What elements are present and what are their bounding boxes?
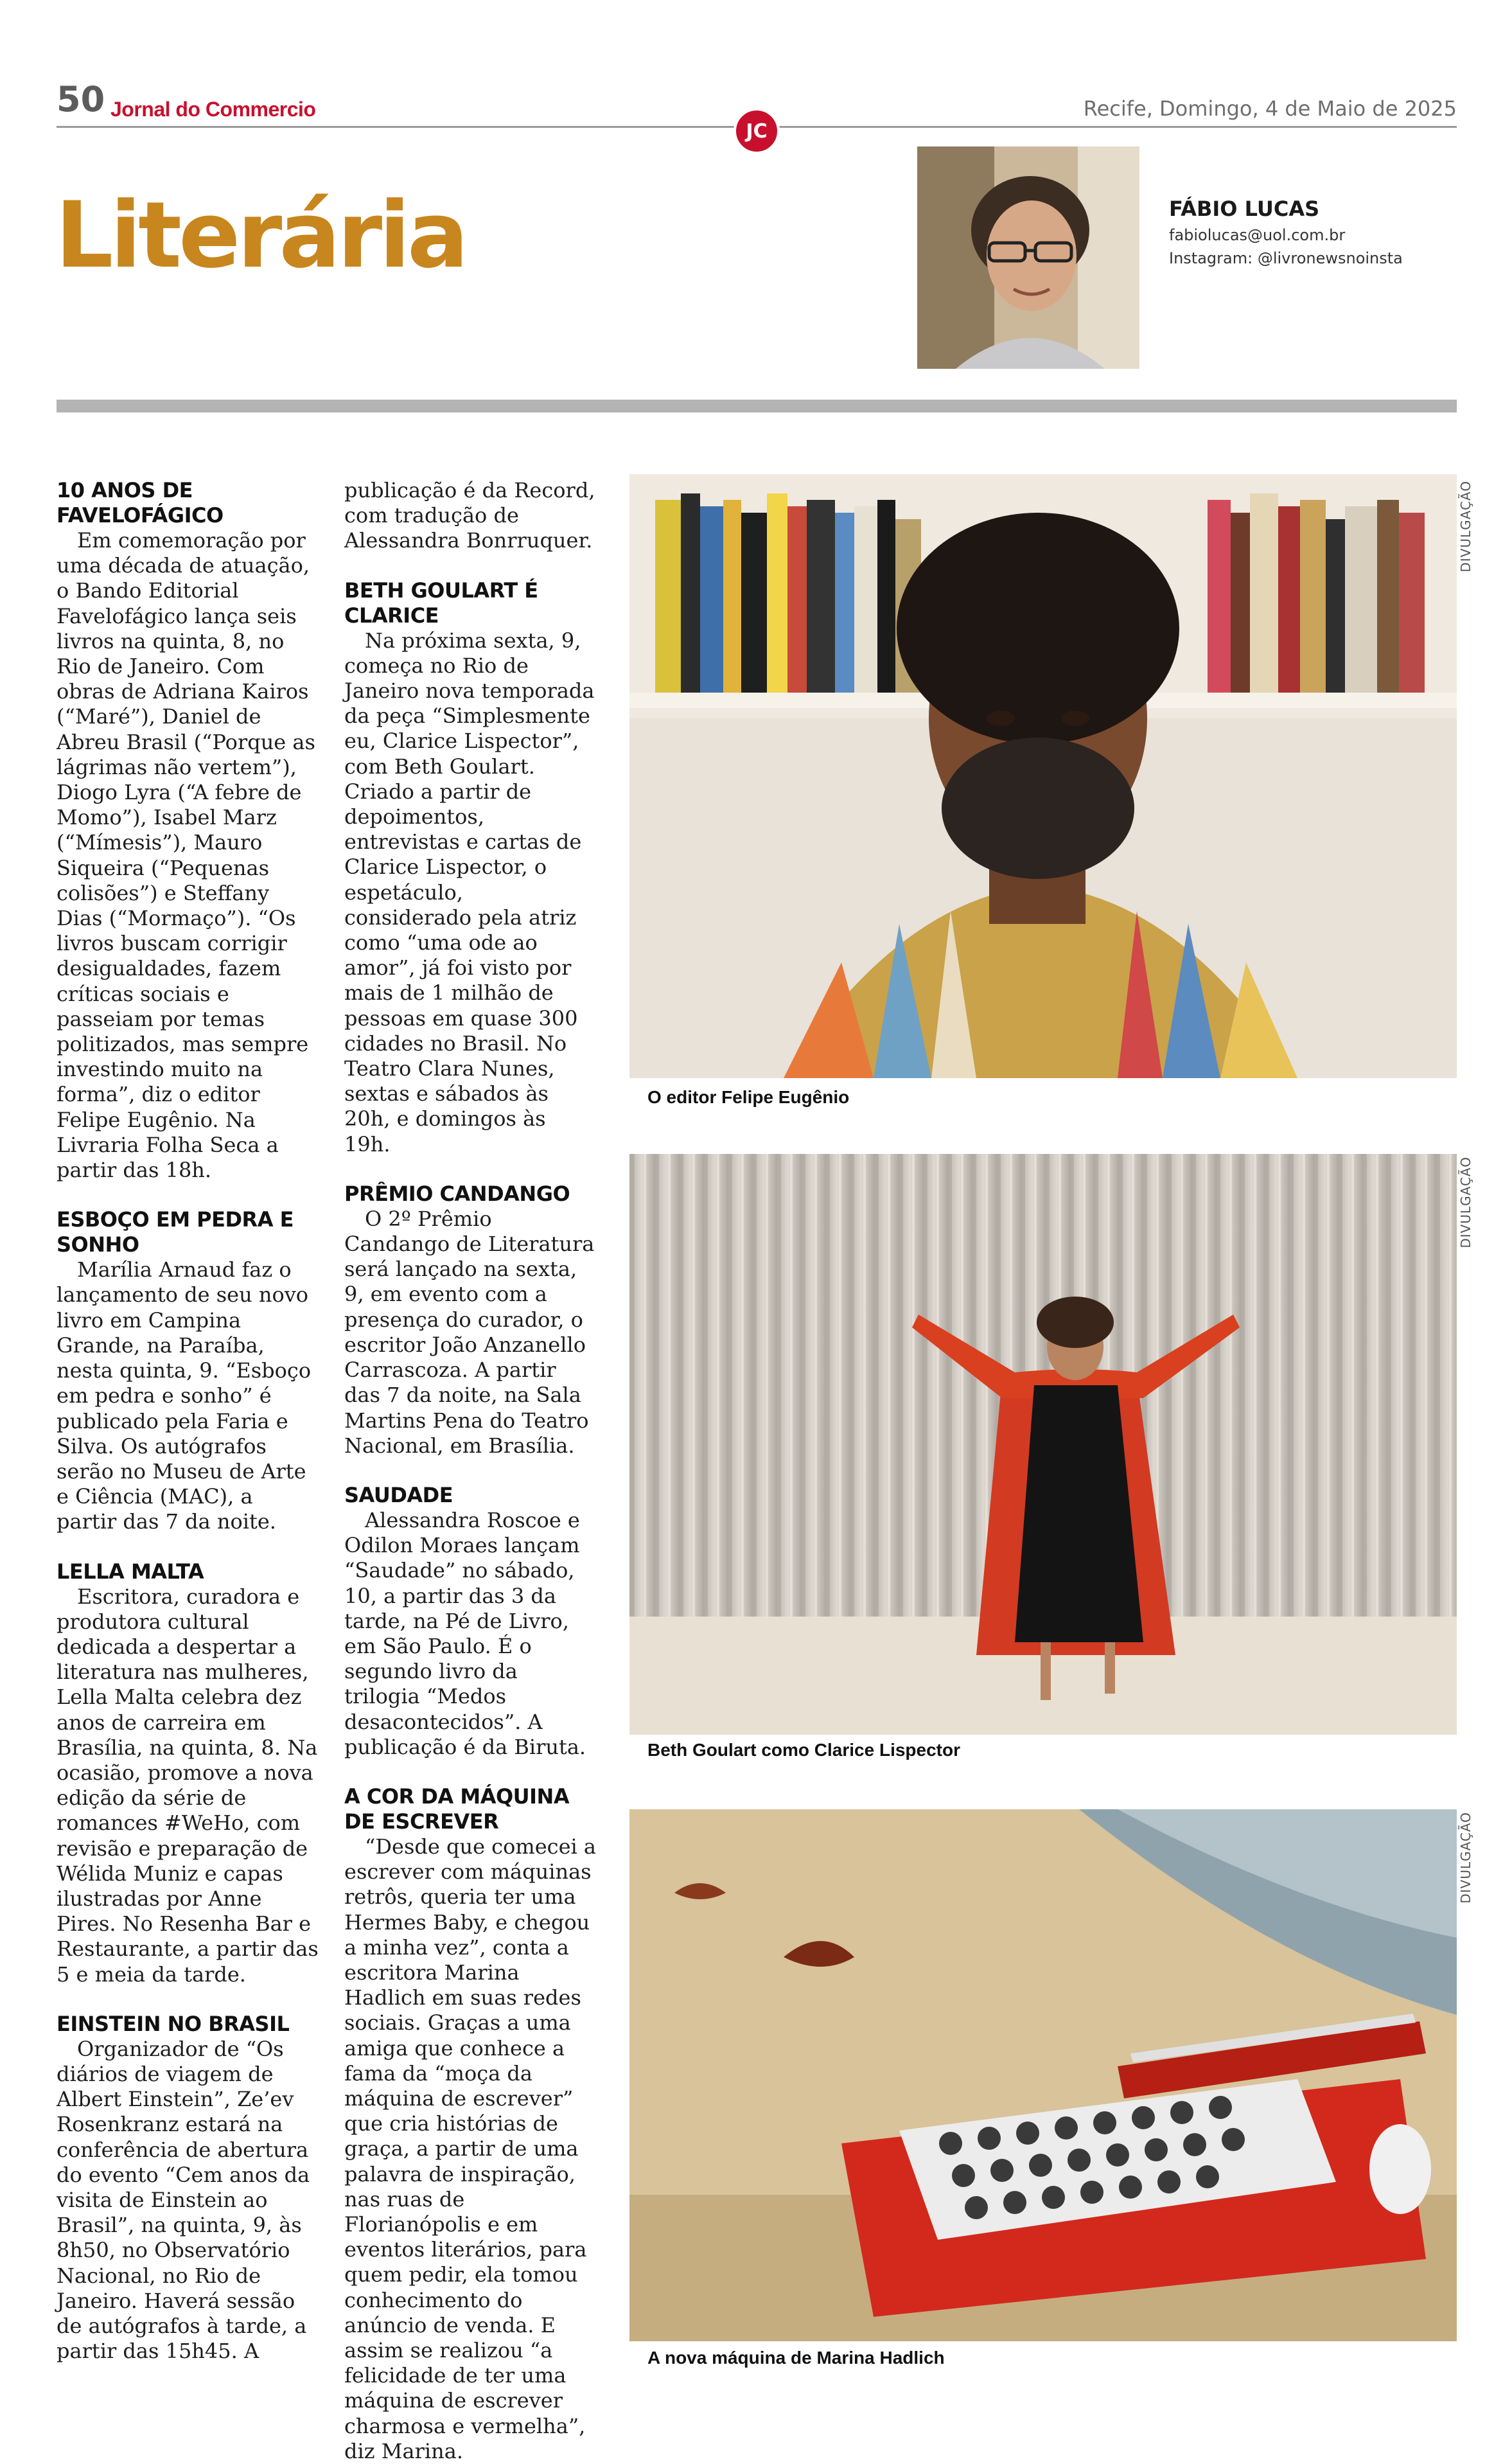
article-heading: 10 ANOS DE FAVELOFÁGICO [57,478,224,527]
newspaper-name: Jornal do Commercio [110,98,316,121]
article-body: Em comemoração por uma década de atuação, o Bando Editorial Favelofágico lança seis livros na quinta, 8, no Rio de Janeiro. Com obras de Adriana Kairos (“Maré”), Daniel de Abreu Brasil (“Porque as lágrimas não vertem”), Diogo Lyra (“A febre de Momo”), Isabel Marz (“Mímesis”), Mauro Siqueira (“Pequenas colisões”) e Steffany Dias (“Mormaço”). “Os livros buscam corrigir desigualdades, fazem críticas sociais e passeiam por temas politizados, mas sempre investindo muito na forma”, diz o editor Felipe Eugênio. Na Livraria Folha Seca a partir das 18h. [57,528,315,1183]
photo-caption: O editor Felipe Eugênio [647,1087,850,1107]
date-line: Recife, Domingo, 4 de Maio de 2025 [1083,96,1457,121]
photo-caption: Beth Goulart como Clarice Lispector [647,1740,960,1760]
page-number: 50 [57,79,105,120]
article-body: O 2º Prêmio Candango de Literatura será lançado na sexta, 9, em evento com a presença do curador, o escritor João Anzanello Carrascoza. A partir das 7 da noite, na Sala Martins Pena do Teatro Nacional, em Brasília. [344,1206,595,1458]
columnist-portrait-icon [917,146,1139,369]
article-heading: BETH GOULART É CLARICE [344,578,538,628]
article-body: Na próxima sexta, 9, começa no Rio de Janeiro nova temporada da peça “Simplesmente eu, Clarice Lispector”, com Beth Goulart. Criado a partir de depoimentos, entrevistas e cartas de Clarice Lispector, o espetáculo, considerado pela atriz como “uma ode ao amor”, já foi visto por mais de 1 milhão de pessoas em quase 300 cidades no Brasil. No Teatro Clara Nunes, sextas e sábados às 20h, e domingos às 19h. [344,628,595,1157]
article-heading: SAUDADE [344,1482,453,1507]
photo-credit: DIVULGAÇÃO [1458,1157,1473,1248]
columnist-name: FÁBIO LUCAS [1169,197,1320,221]
section-title: Literária [55,182,466,288]
article-heading: A COR DA MÁQUINA DE ESCREVER [344,1784,570,1834]
article-heading: EINSTEIN NO BRASIL [57,2011,290,2036]
jc-logo-badge: JC [734,108,780,154]
article-heading: LELLA MALTA [57,1559,204,1584]
photo-credit: DIVULGAÇÃO [1458,1812,1473,1904]
article-heading: PRÊMIO CANDANGO [344,1181,570,1206]
article-body: Escritora, curadora e produtora cultural dedicada a despertar a literatura nas mulheres, Lella Malta celebra dez anos de carreira em Brasília, na quinta, 8. Na ocasião, promove a nova edição da série de romances #WeHo, com revisão e preparação de Wélida Muniz e capas ilustradas por Anne Pires. No Resenha Bar e Restaurante, a partir das 5 e meia da tarde. [57,1584,319,1987]
article-continuation: publicação é da Record, com tradução de Alessandra Bonrruquer. [344,478,595,553]
photo-credit: DIVULGAÇÃO [1458,481,1473,572]
article-body: Organizador de “Os diários de viagem de Albert Einstein”, Ze’ev Rosenkranz estará na conferência de abertura do evento “Cem anos da visita de Einstein ao Brasil”, na quinta, 9, às 8h50, no Observatório Nacional, no Rio de Janeiro. Haverá sessão de autógrafos à tarde, a partir das 15h45. A [57,2036,310,2364]
article-body: Marília Arnaud faz o lançamento de seu novo livro em Campina Grande, na Paraíba, nesta quinta, 9. “Esboço em pedra e sonho” é publicado pela Faria e Silva. Os autógrafos serão no Museu de Arte e Ciência (MAC), a partir das 7 da noite. [57,1257,312,1534]
article-body: Alessandra Roscoe e Odilon Moraes lançam “Saudade” no sábado, 10, a partir das 3 da tarde, na Pé de Livro, em São Paulo. É o segundo livro da trilogia “Medos desacontecidos”. A publicação é da Biruta. [344,1507,586,1759]
typewriter-icon [629,1809,1457,2341]
article-body: “Desde que comecei a escrever com máquinas retrôs, queria ter uma Hermes Baby, e chegou a minha vez”, conta a escritora Marina Hadlich em suas redes sociais. Graças a uma amiga que conhece a fama da “moça da máquina de escrever” que cria histórias de graça, a partir de uma palavra de inspiração, nas ruas de Florianópolis e em eventos literários, para quem pedir, ela tomou conhecimento do anúncio de venda. E assim se realizou “a felicidade de ter uma máquina de escrever charmosa e vermelha”, diz Marina. [344,1834,596,2463]
photo-editor-portrait [629,474,1457,1078]
columnist-instagram[interactable]: Instagram: @livronewsnoinsta [1169,249,1403,267]
section-divider [57,400,1457,412]
photo-caption: A nova máquina de Marina Hadlich [647,2348,945,2368]
columnist-email[interactable]: fabiolucas@uol.com.br [1169,226,1346,244]
photo-actress-stage [629,1154,1457,1735]
text-column-2 [344,478,596,2464]
article-heading: ESBOÇO EM PEDRA E SONHO [57,1207,294,1257]
editor-portrait-icon [629,474,1457,1078]
stage-performance-icon [629,1154,1457,1735]
photo-red-typewriter [629,1809,1457,2341]
columnist-avatar [917,146,1139,369]
text-column-1 [57,478,319,2364]
